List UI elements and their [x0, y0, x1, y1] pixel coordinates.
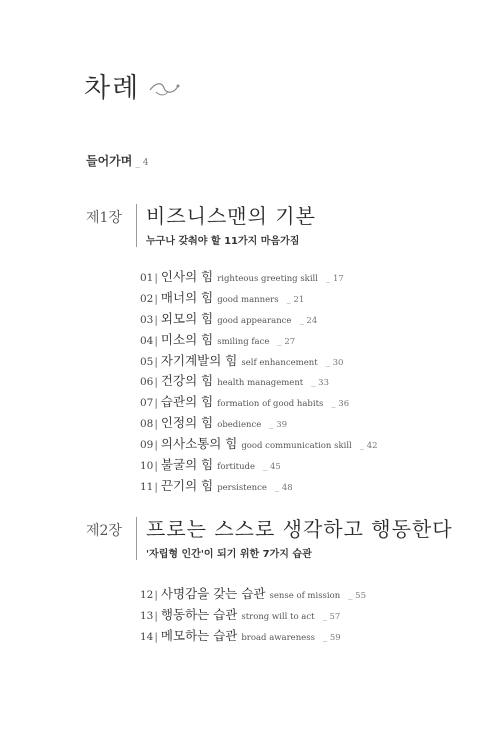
item-separator: |	[154, 397, 158, 410]
chapter-1-items	[140, 267, 378, 497]
item-title-ko: 건강의 힘	[160, 373, 214, 389]
chapter-1-heading[interactable]	[86, 204, 316, 247]
item-page: _ 48	[274, 482, 293, 493]
item-title-ko: 행동하는 습관	[160, 607, 238, 622]
item-number: 03	[140, 313, 154, 326]
swirl-ornament-icon	[148, 80, 182, 98]
item-page: _ 27	[277, 336, 296, 347]
item-separator: |	[154, 460, 158, 473]
item-title-en: good appearance	[217, 315, 292, 326]
toc-item-13[interactable]	[140, 605, 366, 626]
item-number: 14	[140, 631, 154, 643]
item-title-ko: 매너의 힘	[160, 289, 214, 305]
item-title-ko: 불굴의 힘	[160, 457, 214, 473]
item-separator: |	[154, 272, 158, 284]
chapter-2-heading[interactable]	[86, 517, 453, 560]
item-page: _ 36	[331, 399, 350, 410]
item-page: _ 57	[322, 612, 341, 622]
item-separator: |	[154, 355, 158, 368]
item-title-en: good communication skill	[241, 441, 352, 452]
item-title-en: smiling face	[217, 336, 270, 347]
chapter-subtitle: '자립형 인간'이 되기 위한 7가지 습관	[146, 549, 312, 560]
item-page: _ 45	[263, 462, 281, 473]
item-separator: |	[154, 418, 158, 431]
chapter-subtitle: 누구나 갖춰야 할 11가지 마음가짐	[146, 236, 300, 247]
chapter-number: 제1장	[86, 210, 122, 226]
item-title-ko: 메모하는 습관	[160, 628, 238, 643]
item-page: _ 42	[359, 441, 378, 452]
item-page: _ 24	[299, 315, 318, 326]
item-title-ko: 의사소통의 힘	[160, 436, 238, 452]
item-separator: |	[154, 589, 158, 601]
item-title-en: sense of mission	[269, 591, 341, 601]
item-page: _ 39	[269, 420, 288, 431]
item-title-ko: 자기계발의 힘	[160, 352, 238, 368]
intro-label: 들어가며	[86, 154, 133, 168]
item-page: _ 30	[325, 357, 344, 368]
page-title: 차례	[84, 73, 141, 104]
chapter-title: 비즈니스맨의 기본	[146, 204, 316, 228]
item-number: 07	[140, 397, 154, 410]
chapter-number: 제2장	[86, 523, 122, 539]
intro-page: _ 4	[135, 158, 149, 168]
item-title-en: righteous greeting skill	[217, 274, 318, 284]
item-separator: |	[154, 631, 158, 643]
toc-item-10[interactable]	[140, 455, 378, 476]
chapter-title: 프로는 스스로 생각하고 행동한다	[146, 517, 453, 541]
item-separator: |	[154, 610, 158, 622]
item-title-en: fortitude	[217, 462, 256, 473]
item-page: _ 59	[322, 633, 341, 643]
item-number: 05	[140, 355, 154, 368]
item-title-en: health management	[217, 378, 304, 389]
item-title-en: strong will to act	[241, 612, 315, 622]
item-number: 13	[140, 610, 154, 622]
item-page: _ 55	[348, 591, 367, 601]
item-number: 12	[140, 589, 154, 601]
intro-entry[interactable]	[86, 152, 148, 169]
chapter-2-items	[140, 584, 366, 647]
item-title-ko: 미소의 힘	[160, 331, 214, 347]
toc-item-04[interactable]	[140, 330, 378, 351]
item-number: 02	[140, 292, 154, 305]
item-title-en: formation of good habits	[217, 399, 324, 410]
item-title-en: self enhancement	[241, 357, 318, 368]
item-title-ko: 끈기의 힘	[160, 477, 214, 493]
item-separator: |	[154, 334, 158, 347]
toc-item-07[interactable]	[140, 392, 378, 413]
item-number: 04	[140, 334, 154, 347]
item-separator: |	[154, 292, 158, 305]
toc-item-05[interactable]	[140, 351, 378, 372]
toc-item-08[interactable]	[140, 413, 378, 434]
item-separator: |	[154, 480, 158, 493]
item-title-ko: 인정의 힘	[160, 415, 214, 431]
item-title-en: persistence	[217, 482, 267, 493]
toc-header	[84, 66, 182, 105]
item-page: _ 33	[311, 378, 329, 389]
item-title-en: broad awareness	[241, 633, 315, 643]
item-separator: |	[154, 313, 158, 326]
toc-item-02[interactable]	[140, 288, 378, 309]
toc-item-11[interactable]	[140, 476, 378, 497]
toc-item-01[interactable]	[140, 267, 378, 288]
item-number: 08	[140, 418, 154, 431]
item-page: _ 17	[326, 274, 344, 284]
item-number: 10	[140, 460, 154, 473]
item-page: _ 21	[286, 294, 305, 305]
item-title-en: obedience	[217, 420, 262, 431]
item-separator: |	[154, 439, 158, 452]
item-number: 06	[140, 376, 154, 389]
item-number: 11	[140, 480, 154, 493]
item-number: 09	[140, 439, 154, 452]
item-title-ko: 인사의 힘	[160, 269, 214, 284]
item-title-ko: 사명감을 갖는 습관	[160, 586, 266, 601]
toc-item-06[interactable]	[140, 371, 378, 392]
toc-item-03[interactable]	[140, 309, 378, 330]
item-title-ko: 습관의 힘	[160, 394, 214, 410]
toc-item-09[interactable]	[140, 434, 378, 455]
item-number: 01	[140, 272, 154, 284]
item-title-en: good manners	[217, 294, 279, 305]
item-title-ko: 외모의 힘	[160, 310, 214, 326]
item-separator: |	[154, 376, 158, 389]
toc-item-14[interactable]	[140, 626, 366, 647]
toc-item-12[interactable]	[140, 584, 366, 605]
